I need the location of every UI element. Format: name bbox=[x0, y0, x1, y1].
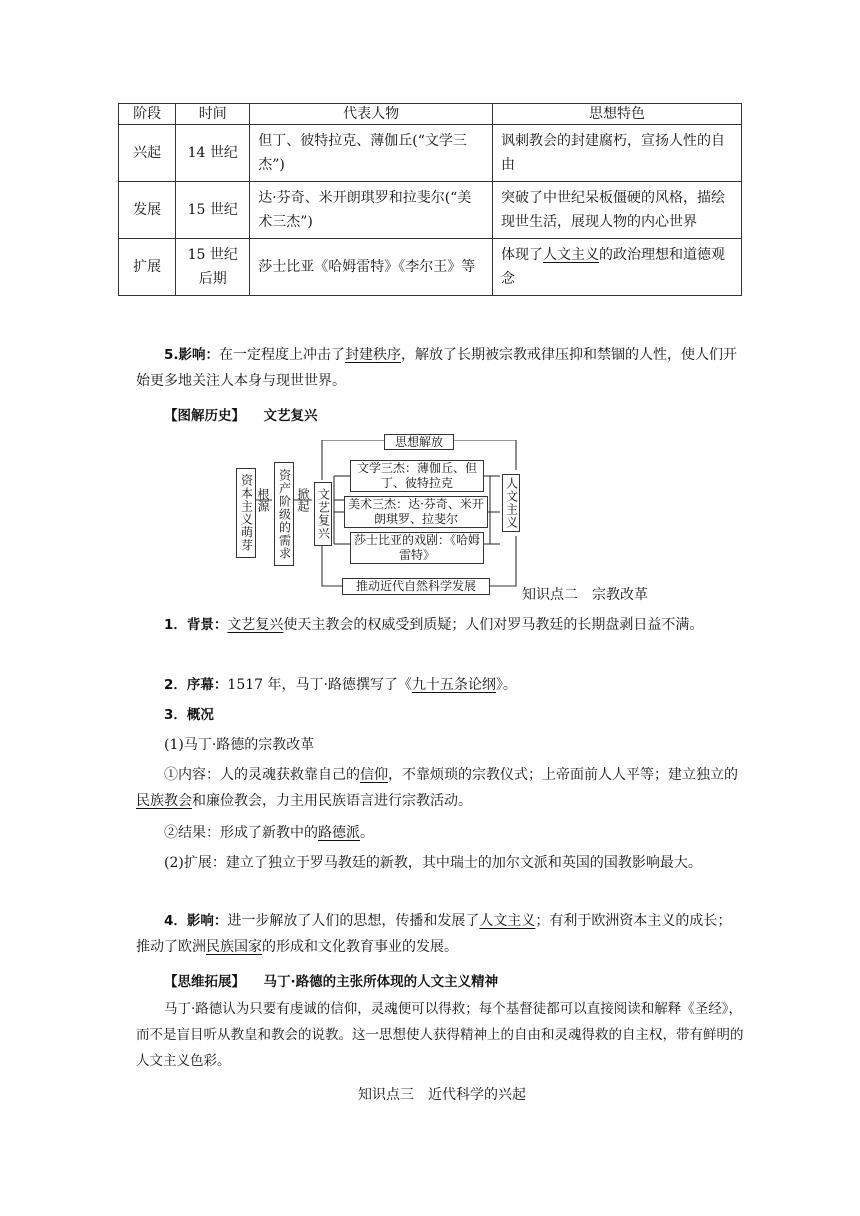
diagram-box-literature-masters: 文学三杰：薄伽丘、但丁、彼特拉克 bbox=[350, 460, 484, 492]
section-heading-tujie: 【图解历史】 文艺复兴 bbox=[164, 408, 318, 424]
paragraph-prelude: 2．序幕：1517 年，马丁·路德撰写了《九十五条论纲》。 bbox=[164, 677, 517, 693]
table-row bbox=[119, 182, 742, 239]
paragraph-thinking-expansion: 马丁·路德认为只要有虔诚的信仰，灵魂便可以得救；每个基督徒都可以直接阅读和解释《圣经》，而不是盲目听从教皇和教会的说教。这一思想使人获得精神上的自由和灵魂得救的自主权，带有鲜明的人文主义色彩。 bbox=[136, 1001, 744, 1069]
diagram-box-art-masters: 美术三杰：达·芬奇、米开朗琪罗、拉斐尔 bbox=[344, 496, 488, 528]
renaissance-diagram bbox=[232, 435, 520, 598]
diagram-box-renaissance: 文艺复兴 bbox=[314, 482, 332, 546]
table-cell: 15 世纪 bbox=[176, 182, 250, 239]
table-row bbox=[119, 239, 742, 296]
diagram-box-bourgeois-demand: 资产阶级的需求 bbox=[274, 462, 294, 566]
table-cell: 但丁、彼特拉克、薄伽丘(“文学三杰”) bbox=[250, 125, 493, 182]
paragraph-luther-reform: (1)马丁·路德的宗教改革 bbox=[164, 737, 315, 753]
renaissance-stages-table bbox=[118, 103, 742, 296]
diagram-box-shakespeare: 莎士比亚的戏剧：《哈姆雷特》 bbox=[350, 532, 484, 564]
paragraph-background: 1．背景：文艺复兴使天主教会的权威受到质疑；人们对罗马教廷的长期盘剥日益不满。 bbox=[164, 617, 704, 633]
table-cell: 15 世纪后期 bbox=[176, 239, 250, 296]
table-cell: 讽刺教会的封建腐朽，宣扬人性的自由 bbox=[492, 125, 741, 182]
table-cell: 体现了人文主义的政治理想和道德观念 bbox=[492, 239, 741, 296]
paragraph-result: ②结果：形成了新教中的路德派。 bbox=[164, 825, 374, 841]
table-cell: 14 世纪 bbox=[176, 125, 250, 182]
paragraph-content: ①内容：人的灵魂获救靠自己的信仰，不靠烦琐的宗教仪式；上帝面前人人平等；建立独立的民族教会和廉俭教会，力主用民族语言进行宗教活动。 bbox=[136, 767, 738, 809]
table-header: 思想特色 bbox=[492, 104, 741, 125]
knowledge-point-3-title: 知识点三 近代科学的兴起 bbox=[358, 1087, 526, 1103]
diagram-label-trigger: 掀起 bbox=[296, 488, 310, 512]
table-header: 代表人物 bbox=[250, 104, 493, 125]
table-header: 阶段 bbox=[119, 104, 176, 125]
table-row bbox=[119, 125, 742, 182]
table-header: 时间 bbox=[176, 104, 250, 125]
paragraph-overview: 3．概况 bbox=[164, 707, 214, 723]
table-cell: 莎士比亚《哈姆雷特》《李尔王》等 bbox=[250, 239, 493, 296]
paragraph-expansion: (2)扩展：建立了独立于罗马教廷的新教，其中瑞士的加尔文派和英国的国教影响最大。 bbox=[164, 855, 702, 871]
diagram-label-root: 根源 bbox=[256, 488, 270, 512]
table-cell: 扩展 bbox=[119, 239, 176, 296]
paragraph-influence: 5.影响：在一定程度上冲击了封建秩序，解放了长期被宗教戒律压抑和禁锢的人性，使人们开始更多地关注人本身与现世世界。 bbox=[136, 347, 738, 389]
table-header-row bbox=[119, 104, 742, 125]
diagram-box-capitalism-sprouts: 资本主义萌芽 bbox=[236, 468, 256, 558]
knowledge-point-2-title: 知识点二 宗教改革 bbox=[522, 587, 648, 603]
diagram-box-thought-liberation: 思想解放 bbox=[384, 434, 454, 450]
diagram-box-science-development: 推动近代自然科学发展 bbox=[342, 578, 490, 595]
table-cell: 达·芬奇、米开朗琪罗和拉斐尔(“美术三杰”) bbox=[250, 182, 493, 239]
diagram-box-humanism: 人文主义 bbox=[502, 474, 520, 532]
table-cell: 发展 bbox=[119, 182, 176, 239]
table-cell: 突破了中世纪呆板僵硬的风格，描绘现世生活，展现人物的内心世界 bbox=[492, 182, 741, 239]
table-cell: 兴起 bbox=[119, 125, 176, 182]
paragraph-reform-influence: 4．影响：进一步解放了人们的思想，传播和发展了人文主义；有利于欧洲资本主义的成长；推动了欧洲民族国家的形成和文化教育事业的发展。 bbox=[136, 913, 732, 955]
section-heading-siwei: 【思维拓展】 马丁·路德的主张所体现的人文主义精神 bbox=[164, 974, 499, 990]
